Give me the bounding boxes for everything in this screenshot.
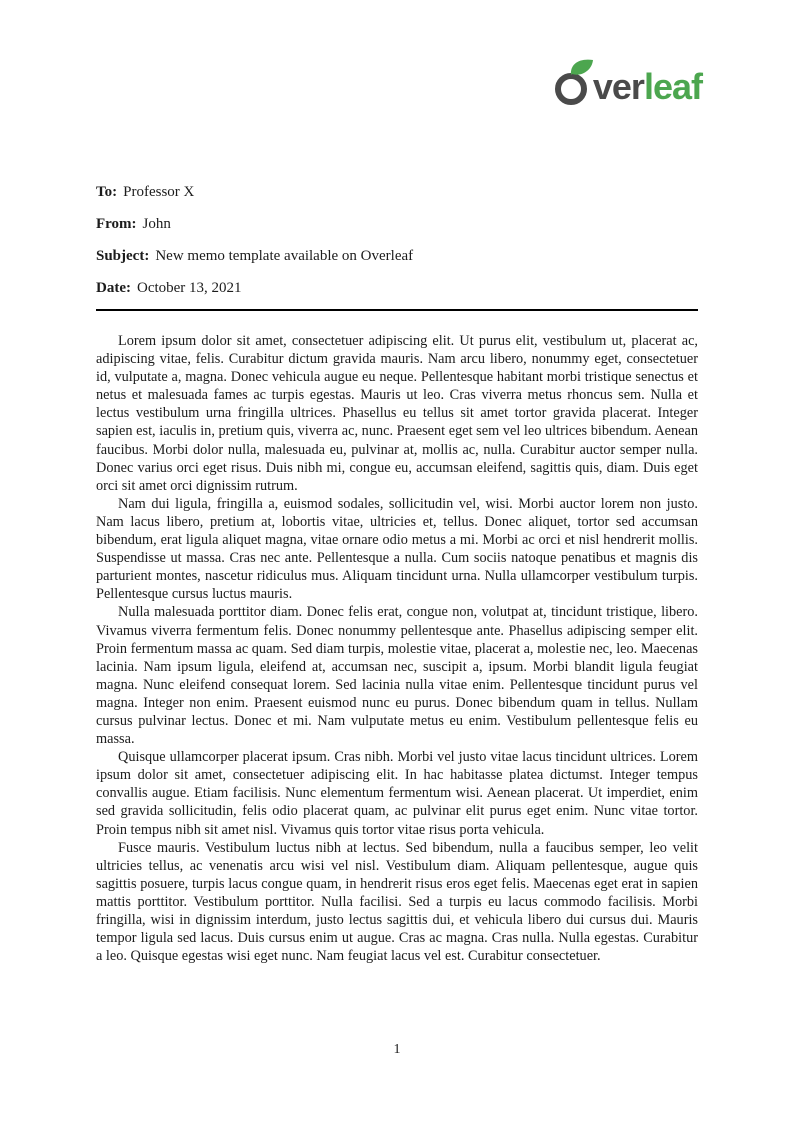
- memo-field-to: [96, 182, 698, 202]
- memo-field-value: October 13, 2021: [136, 280, 242, 296]
- memo-field-subject: [96, 246, 698, 266]
- body-paragraph: Nam dui ligula, fringilla a, euismod sodales, sollicitudin vel, wisi. Morbi auctor lorem non justo. Nam lacus libero, pretium at, lobortis vitae, ultricies et, tellus. Donec aliquet, tortor sed accumsan bibendum, erat ligula aliquet magna, vitae ornare odio metus a mi. Morbi ac orci et nisl hendrerit mollis. Suspendisse ut massa. Cras nec ante. Pellentesque a nulla. Cum sociis natoque penatibus et magnis dis parturient montes, nascetur ridiculus mus. Aliquam tincidunt urna. Nulla ullamcorper vestibulum turpis. Pellentesque cursus luctus mauris.: [96, 495, 698, 603]
- page-footer: [0, 1042, 794, 1058]
- body-paragraph: Fusce mauris. Vestibulum luctus nibh at lectus. Sed bibendum, nulla a faucibus semper, leo velit ultricies tellus, ac venenatis arcu wisi vel nisl. Vestibulum diam. Aliquam pellentesque, augue quis sagittis posuere, turpis lacus congue quam, in hendrerit risus eros eget felis. Maecenas eget erat in sapien mattis porttitor. Vestibulum porttitor. Nulla facilisi. Sed a turpis eu lacus commodo facilisis. Morbi fringilla, wisi in dignissim interdum, justo lectus sagittis dui, et vehicula libero dui cursus dui. Mauris tempor ligula sed lacus. Duis cursus enim ut augue. Cras ac magna. Cras nulla. Nulla egestas. Curabitur a leo. Quisque egestas wisi eget nunc. Nam feugiat lacus vel est. Curabitur consectetuer.: [96, 839, 698, 965]
- logo-text-ver: ver: [592, 66, 644, 107]
- memo-body: [96, 332, 698, 965]
- logo-text-leaf: leaf: [643, 66, 702, 107]
- memo-field-label: From:: [96, 216, 137, 232]
- memo-field-value: John: [142, 216, 171, 232]
- memo-field-value: Professor X: [123, 184, 195, 200]
- body-paragraph: Lorem ipsum dolor sit amet, consectetuer adipiscing elit. Ut purus elit, vestibulum ut, placerat ac, adipiscing vitae, felis. Curabitur dictum gravida mauris. Nam arcu libero, nonummy eget, consectetuer id, vulputate a, magna. Donec vehicula augue eu neque. Pellentesque habitant morbi tristique senectus et netus et malesuada fames ac turpis egestas. Mauris ut leo. Cras viverra metus rhoncus sem. Nulla et lectus vestibulum urna fringilla ultrices. Phasellus eu tellus sit amet tortor gravida placerat. Integer sapien est, iaculis in, pretium quis, viverra ac, nunc. Praesent eget sem vel leo ultrices bibendum. Aenean faucibus. Morbi dolor nulla, malesuada eu, pulvinar at, mollis ac, nulla. Curabitur auctor semper nulla. Donec varius orci eget risus. Duis nibh mi, congue eu, accumsan eleifend, sagittis quis, diam. Duis eget orci sit amet orci dignissim rutrum.: [96, 333, 698, 494]
- memo-header: [96, 182, 698, 310]
- divider-rule: [96, 309, 698, 311]
- memo-field-from: [96, 214, 698, 234]
- page-number: 1: [393, 1042, 401, 1057]
- memo-field-date: [96, 278, 698, 298]
- body-paragraph: Quisque ullamcorper placerat ipsum. Cras nibh. Morbi vel justo vitae lacus tincidunt ultrices. Lorem ipsum dolor sit amet, consectetuer adipiscing elit. In hac habitasse platea dictumst. Integer tempus convallis augue. Etiam facilisis. Nunc elementum fermentum wisi. Aenean placerat. Ut imperdiet, enim sed gravida sollicitudin, felis odio placerat quam, ac pulvinar elit purus eget enim. Nunc vitae tortor. Proin tempus nibh sit amet nisl. Vivamus quis tortor vitae risus porta vehicula.: [96, 749, 698, 838]
- memo-field-label: To:: [96, 184, 118, 200]
- memo-field-label: Date:: [96, 280, 131, 296]
- overleaf-leaf-icon: [549, 58, 597, 106]
- memo-field-label: Subject:: [96, 248, 150, 264]
- overleaf-logo: [549, 58, 702, 106]
- memo-field-value: New memo template available on Overleaf: [155, 248, 414, 264]
- body-paragraph: Nulla malesuada porttitor diam. Donec felis erat, congue non, volutpat at, tincidunt tristique, libero. Vivamus viverra fermentum felis. Donec nonummy pellentesque ante. Phasellus adipiscing semper elit. Proin fermentum massa ac quam. Sed diam turpis, molestie vitae, placerat a, molestie nec, leo. Maecenas lacinia. Nam ipsum ligula, eleifend at, accumsan nec, suscipit a, ipsum. Morbi blandit ligula feugiat magna. Nunc eleifend consequat lorem. Sed lacinia nulla vitae enim. Pellentesque tincidunt purus vel magna. Integer non enim. Praesent euismod nunc eu purus. Donec bibendum quam in tellus. Nullam cursus pulvinar lectus. Donec et mi. Nam vulputate metus eu enim. Vestibulum pellentesque felis eu massa.: [96, 604, 698, 748]
